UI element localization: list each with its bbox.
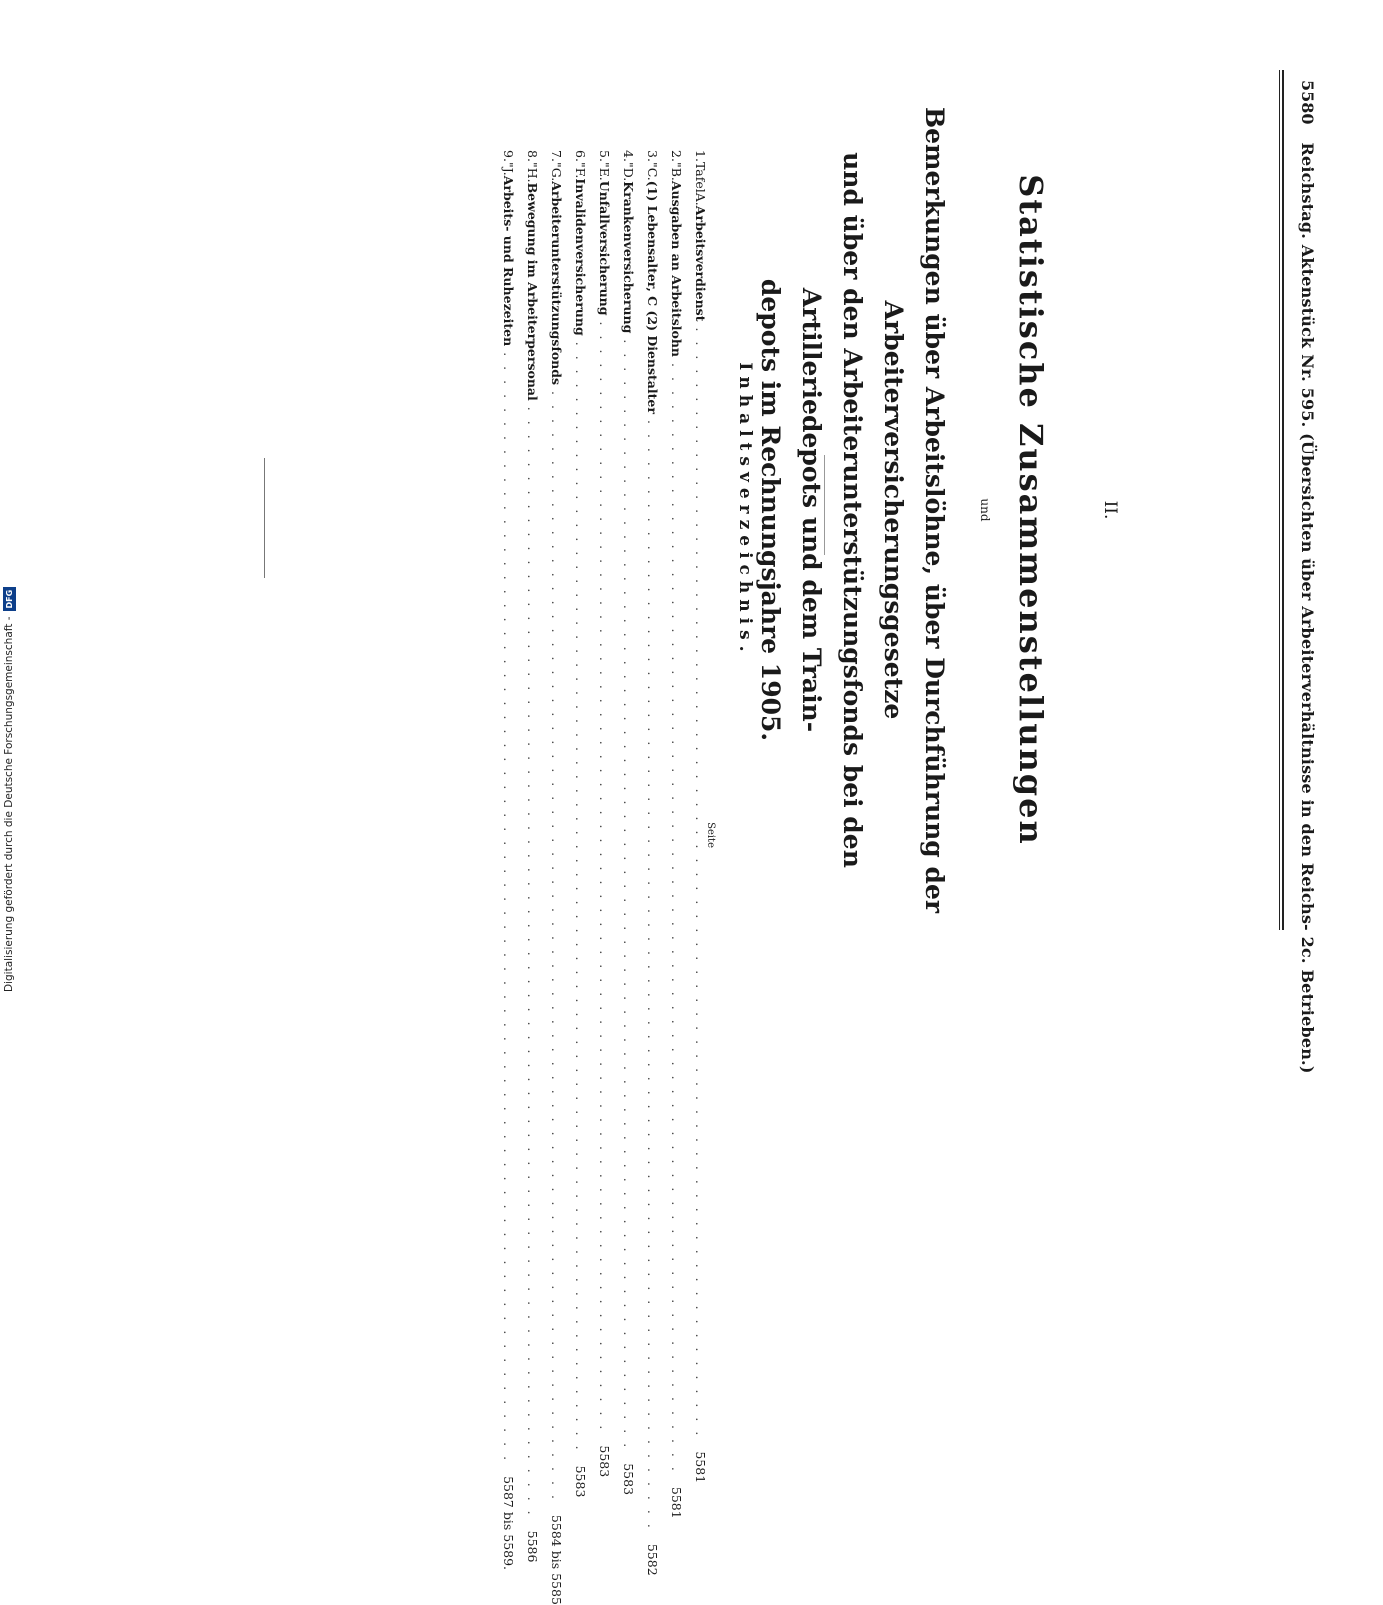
toc-row-tafel: Tafel	[693, 161, 708, 193]
toc-row-number: 6.	[573, 150, 588, 162]
toc-row-letter: C.	[645, 167, 660, 181]
conjunction: und	[978, 498, 992, 522]
divider	[824, 455, 825, 555]
subtitle	[750, 80, 955, 940]
toc-row-pages: 5583	[573, 1465, 588, 1498]
toc-row	[564, 150, 588, 1498]
toc-row-number: 4.	[621, 150, 636, 162]
toc-row-letter: D.	[621, 167, 636, 182]
toc-row-pages: 5586	[525, 1530, 540, 1563]
footer-text: Digitalisierung gefördert durch die Deutsche Forschungsgemeinschaft -	[3, 616, 15, 992]
header-rule-thin	[1279, 70, 1280, 930]
toc-row-label: Krankenversicherung	[621, 181, 636, 334]
toc-row-letter: B.	[669, 167, 684, 181]
running-header	[1296, 80, 1320, 1074]
toc-row-letter: F.	[573, 167, 588, 179]
divider	[264, 458, 265, 578]
toc-row-letter: J.	[501, 167, 516, 176]
toc-row-number: 9.	[501, 150, 516, 162]
toc-title: Inhaltsverzeichnis.	[735, 362, 755, 658]
digitization-credit	[1, 589, 17, 992]
toc-row	[492, 150, 516, 1571]
toc-row-pages: 5581	[669, 1486, 684, 1519]
toc-row-number: 3.	[645, 150, 660, 162]
toc-row-label: Bewegung im Arbeiterpersonal	[525, 182, 540, 401]
toc-row-tafel: "	[573, 161, 588, 168]
toc-row-pages: 5587 bis 5589.	[501, 1476, 516, 1571]
dot-leader: ................................................................................	[525, 406, 540, 1525]
toc-row-number: 7.	[549, 150, 564, 162]
dot-leader: ................................................................................	[669, 363, 684, 1481]
dot-leader: ................................................................................	[549, 391, 564, 1509]
subtitle-line: Bemerkungen über Arbeitslöhne, über Durchführung der Arbeiterversicherungsgesetze	[879, 106, 949, 914]
toc-row	[516, 150, 540, 1563]
toc-row-label: Invalidenversicherung	[573, 178, 588, 336]
toc-row-tafel: "	[501, 161, 516, 168]
toc-row	[588, 150, 612, 1478]
toc-row-tafel: "	[621, 161, 636, 168]
page-number: 5580	[1298, 80, 1318, 125]
section-number: II.	[1100, 500, 1120, 520]
toc-row-tafel: "	[669, 161, 684, 168]
toc-row-letter: H.	[525, 167, 540, 183]
toc-row-pages: 5582	[645, 1543, 660, 1576]
toc-row-pages: 5581	[693, 1451, 708, 1484]
toc-row	[660, 150, 684, 1519]
toc-row	[540, 150, 564, 1605]
toc-row	[684, 150, 708, 1484]
toc-row-label: Arbeits- und Ruhezeiten	[501, 175, 516, 347]
toc-row-tafel: "	[525, 161, 540, 168]
dot-leader: ................................................................................	[645, 419, 660, 1538]
main-title: Statistische Zusammenstellungen	[1012, 174, 1050, 846]
toc-row-number: 2.	[669, 150, 684, 162]
table-of-contents	[492, 150, 716, 1605]
header-title: Reichstag. Aktenstück Nr. 595. (Übersichten über Arbeiterverhältnisse in den Reichs- 2c. Betrieben.)	[1298, 142, 1318, 1074]
dot-leader: ................................................................................	[621, 339, 636, 1458]
toc-row-pages: 5583	[597, 1445, 612, 1478]
subtitle-line: depots im Rechnungsjahre 1905.	[756, 278, 785, 742]
toc-row-label: Arbeiterunterstützungsfonds	[549, 181, 564, 386]
toc-row-letter: E.	[597, 167, 612, 181]
toc-row-pages: 5583	[621, 1463, 636, 1496]
toc-row-number: 5.	[597, 150, 612, 162]
header-rule	[1282, 70, 1284, 930]
page-column-header: Seite	[705, 822, 716, 848]
toc-row-tafel: "	[597, 161, 612, 168]
toc-row-letter: G.	[549, 167, 564, 182]
dot-leader: ................................................................................	[693, 327, 708, 1446]
toc-row	[612, 150, 636, 1496]
toc-row-label: (1) Lebensalter, C (2) Dienstalter	[645, 180, 660, 414]
toc-row-number: 8.	[525, 150, 540, 162]
toc-row-label: Unfallversicherung	[597, 180, 612, 316]
toc-row-label: Arbeitsverdienst	[693, 205, 708, 322]
toc-row-tafel: "	[645, 161, 660, 168]
toc-row-label: Ausgaben an Arbeitslohn	[669, 180, 684, 357]
dot-leader: ................................................................................	[501, 352, 516, 1471]
dfg-logo: DFG	[3, 587, 16, 612]
dot-leader: ................................................................................	[597, 321, 612, 1440]
toc-row-number: 1.	[693, 150, 708, 162]
toc-row-tafel: "	[549, 161, 564, 168]
dot-leader: ................................................................................	[573, 341, 588, 1460]
toc-row	[636, 150, 660, 1576]
toc-row-pages: 5584 bis 5585	[549, 1514, 564, 1605]
document-page	[280, 80, 1320, 1605]
toc-row-letter: A.	[693, 192, 708, 206]
subtitle-line: und über den Arbeiterunterstützungsfonds bei den Artilleriedepots und dem Train-	[797, 152, 867, 868]
